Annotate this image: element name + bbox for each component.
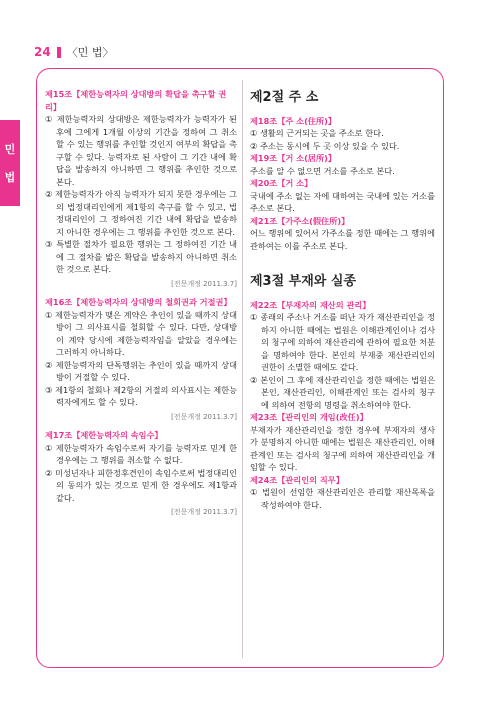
header-bar	[57, 47, 61, 58]
article-15-amendment: [전문개정 2011.3.7]	[171, 279, 237, 288]
side-tab	[0, 120, 20, 206]
side-tab-char-2: 법	[4, 171, 16, 184]
article-20-text: 국내에 주소 없는 자에 대하여는 국내에 있는 거소를 주소로 본다.	[250, 190, 435, 213]
section-3-heading: 제3절 부재와 실종	[250, 274, 357, 289]
article-21-text: 어느 행위에 있어서 가주소를 정한 때에는 그 행위에 관하여는 이를 주소로 본다.	[250, 228, 435, 251]
section-spacer	[250, 252, 435, 272]
column-divider	[242, 80, 243, 658]
page-header	[34, 44, 113, 60]
article-22-para-1: ① 종래의 주소나 거소를 떠난 자가 재산관리인을 정하지 아니한 때에는 법원은 이해관계인이나 검사의 청구에 의하여 재산관리에 관하여 필요한 처분을 명하여야 한다. 본인의 부재중 재산관리인의 권한이 소멸한 때에도 같다.	[250, 312, 435, 372]
article-17-title: 제17조【제한능력자의 속임수】	[45, 430, 163, 440]
article-20-title: 제20조【거 소】	[250, 178, 313, 188]
article-16-para-2: ② 제한능력자의 단독행위는 추인이 있을 때까지 상대방이 거절할 수 있다.	[45, 359, 237, 382]
article-15-para-1: ① 제한능력자의 상대방은 제한능력자가 능력자가 된 후에 그에게 1개월 이상의 기간을 정하여 그 취소할 수 있는 행위를 추인할 것인지 여부의 확답을 촉구할 수 있다. 능력자로 된 사람이 그 기간 내에 확답을 발송하지 아니하면 그 행위를 추인한 것으로 본다.	[45, 114, 237, 187]
article-21-title: 제21조【가주소(假住所)】	[250, 215, 350, 226]
article-18-title: 제18조【주 소(住所)】	[250, 115, 337, 126]
article-17-para-1: ① 제한능력자가 속임수로써 자기를 능력자로 믿게 한 경우에는 그 행위를 취소할 수 없다.	[45, 442, 237, 465]
article-24-title: 제24조【관리인의 직무】	[250, 474, 344, 485]
article-18-para-1: ① 생활의 근거되는 곳을 주소로 한다.	[250, 128, 384, 138]
article-22-title: 제22조【부재자의 재산의 관리】	[250, 299, 371, 310]
article-17-amendment: [전문개정 2011.3.7]	[171, 508, 237, 516]
article-23-title: 제23조【관리인의 개임(改任)】	[250, 412, 368, 422]
page-number: 24	[34, 45, 51, 59]
right-column	[250, 88, 435, 511]
side-tab-char-1: 민	[4, 143, 16, 156]
article-19-text: 주소를 알 수 없으면 거소를 주소로 본다.	[250, 165, 395, 176]
article-23-text: 부재자가 재산관리인을 정한 경우에 부재자의 생사가 분명하지 아니한 때에는 법원은 재산관리인, 이해관계인 또는 검사의 청구에 의하여 재산관리인을 개임할 수 있다.	[250, 424, 435, 472]
article-16-para-3: ③ 제1항의 철회나 제2항의 거절의 의사표시는 제한능력자에게도 할 수 있다.	[45, 384, 237, 407]
article-15-para-2: ② 제한능력자가 아직 능력자가 되지 못한 경우에는 그의 법정대리인에게 제1항의 촉구를 할 수 있고, 법정대리인이 그 정하여진 기간 내에 확답을 발송하지 아니한 경우에는 그 행위를 추인한 것으로 본다.	[45, 189, 237, 237]
section-2-heading: 제2절 주 소	[250, 90, 319, 105]
article-24-para-1: ① 법원이 선임한 재산관리인은 관리할 재산목록을 작성하여야 한다.	[250, 487, 435, 510]
article-17-para-2: ② 미성년자나 피한정후견인이 속임수로써 법정대리인의 동의가 있는 것으로 믿게 한 경우에도 제1항과 같다.	[45, 467, 237, 503]
article-15-title: 제15조【제한능력자의 상대방의 확답을 촉구할 권리】	[45, 89, 227, 112]
chapter-title: 〈민 법〉	[66, 46, 114, 59]
article-18-para-2: ② 주소는 동시에 두 곳 이상 있을 수 있다.	[250, 140, 400, 151]
article-16-para-1: ① 제한능력자가 맺은 계약은 추인이 있을 때까지 상대방이 그 의사표시를 철회할 수 있다. 다만, 상대방이 계약 당시에 제한능력자임을 알았을 경우에는 그러하지 아니하다.	[45, 309, 237, 357]
article-16-amendment: [전문개정 2011.3.7]	[171, 412, 237, 421]
article-15-para-3: ③ 특별한 절차가 필요한 행위는 그 정하여진 기간 내에 그 절차를 밟은 확답을 발송하지 아니하면 취소한 것으로 본다.	[45, 239, 237, 274]
article-16-title: 제16조【제한능력자의 상대방의 철회권과 거절권】	[45, 297, 232, 307]
article-22-para-2: ② 본인이 그 후에 재산관리인을 정한 때에는 법원은 본인, 재산관리인, 이해관계인 또는 검사의 청구에 의하여 전항의 명령을 취소하여야 한다.	[250, 374, 435, 410]
article-19-title: 제19조【거 소(居所)】	[250, 153, 337, 163]
left-column	[45, 88, 237, 525]
